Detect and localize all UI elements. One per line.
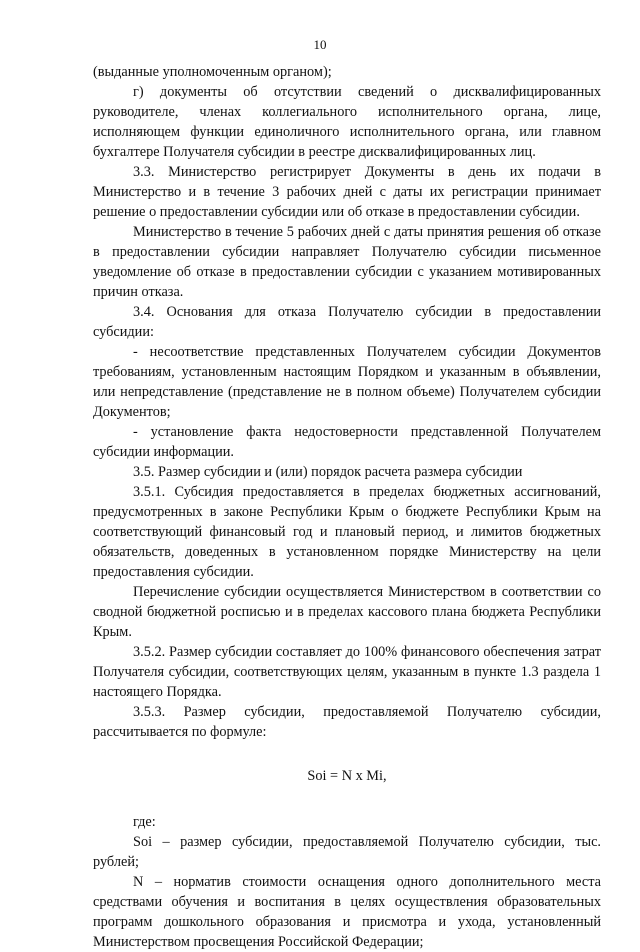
paragraph: Soi – размер субсидии, предоставляемой Получателю субсидии, тыс. рублей; <box>93 834 601 870</box>
paragraph: 3.5.2. Размер субсидии составляет до 100% финансового обеспечения затрат Получателя субсидии, соответствующих целям, указанным в пункте 1.3 раздела 1 настоящего Порядка. <box>93 644 601 700</box>
paragraph: 3.4. Основания для отказа Получателю субсидии в предоставлении субсидии: <box>93 304 601 340</box>
paragraph: - установление факта недостоверности представленной Получателем субсидии информации. <box>93 424 601 460</box>
paragraph: 3.5.3. Размер субсидии, предоставляемой Получателю субсидии, рассчитывается по формуле: <box>93 704 601 740</box>
paragraph: - несоответствие представленных Получателем субсидии Документов требованиям, установленным настоящим Порядком и указанным в объявлении, или непредставление (представление не в полном объеме) Получателем субсидии Документов; <box>93 344 601 420</box>
formula: Soi = N x Mi, <box>307 768 387 784</box>
page-number: 10 <box>313 37 327 52</box>
paragraph: Министерство в течение 5 рабочих дней с даты принятия решения об отказе в предоставлении субсидии направляет Получателю субсидии письменное уведомление об отказе в предоставлении субсидии с указанием мотивированных причин отказа. <box>93 224 601 300</box>
paragraph: (выданные уполномоченным органом); <box>93 64 332 80</box>
paragraph: где: <box>133 814 156 830</box>
paragraph: г) документы об отсутствии сведений о дисквалифицированных руководителе, членах коллегиального исполнительного органа, лице, исполняющем функции единоличного исполнительного органа, или главном бухгалтере Получателя субсидии в реестре дисквалифицированных лиц. <box>93 84 601 160</box>
paragraph: N – норматив стоимости оснащения одного дополнительного места средствами обучения и воспитания в целях осуществления образовательных программ дошкольного образования и присмотра и ухода, установленный Министерством просвещения Российской Федерации; <box>93 874 601 950</box>
paragraph: Перечисление субсидии осуществляется Министерством в соответствии со сводной бюджетной росписью и в пределах кассового плана бюджета Республики Крым. <box>93 584 601 640</box>
paragraph: 3.5. Размер субсидии и (или) порядок расчета размера субсидии <box>133 464 523 480</box>
paragraph: 3.3. Министерство регистрирует Документы в день их подачи в Министерство и в течение 3 рабочих дней с даты их регистрации принимает решение о предоставлении субсидии или об отказе в предоставлении субсидии. <box>93 164 601 220</box>
paragraph: 3.5.1. Субсидия предоставляется в пределах бюджетных ассигнований, предусмотренных в законе Республики Крым о бюджете Республики Крым на соответствующий финансовый год и плановый период, и лимитов бюджетных обязательств, доведенных в установленном порядке Министерству на цели предоставления субсидии. <box>93 484 601 580</box>
document-body <box>93 62 601 952</box>
